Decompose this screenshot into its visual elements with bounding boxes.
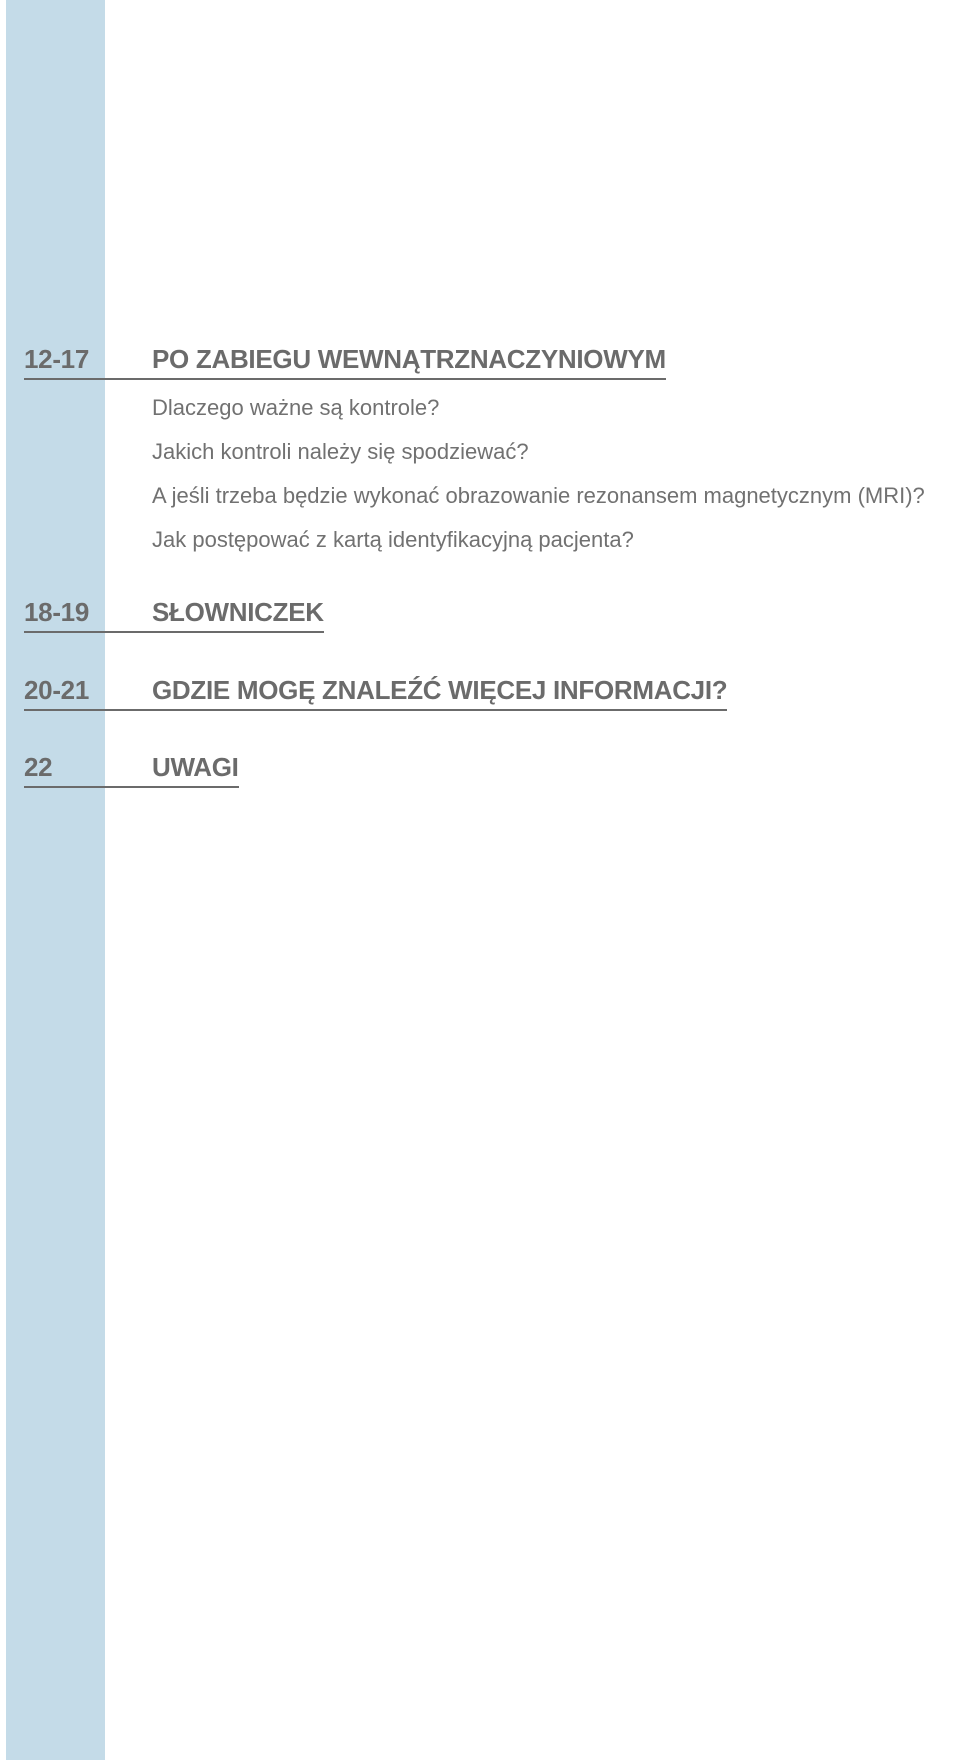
toc-subitem[interactable]: Jak postępować z kartą identyfikacyjną pacjenta? — [152, 527, 634, 552]
toc-entry-glossary — [24, 593, 324, 633]
toc-entry-heading[interactable] — [24, 593, 324, 633]
toc-entry-heading[interactable] — [24, 340, 666, 380]
toc-entry-more-info — [24, 671, 727, 711]
toc-entry-after-procedure — [24, 340, 925, 562]
toc-subitem[interactable]: Dlaczego ważne są kontrole? — [152, 395, 440, 420]
toc-entry-notes — [24, 748, 239, 788]
toc-section-title: GDZIE MOGĘ ZNALEŹĆ WIĘCEJ INFORMACJI? — [152, 675, 728, 705]
toc-page-range: 12-17 — [24, 344, 89, 374]
toc-page-range: 20-21 — [24, 675, 89, 705]
toc-section-title: PO ZABIEGU WEWNĄTRZNACZYNIOWYM — [152, 344, 666, 374]
toc-page-range: 22 — [24, 752, 53, 782]
toc-entry-heading[interactable] — [24, 748, 239, 788]
toc-subitem-list — [24, 386, 925, 562]
toc-subitem[interactable]: Jakich kontroli należy się spodziewać? — [152, 439, 529, 464]
toc-section-title: UWAGI — [152, 752, 239, 782]
toc-subitem[interactable]: A jeśli trzeba będzie wykonać obrazowanie rezonansem magnetycznym (MRI)? — [152, 483, 925, 508]
toc-page-range: 18-19 — [24, 597, 89, 627]
toc-section-title: SŁOWNICZEK — [152, 597, 324, 627]
toc-entry-heading[interactable] — [24, 671, 727, 711]
